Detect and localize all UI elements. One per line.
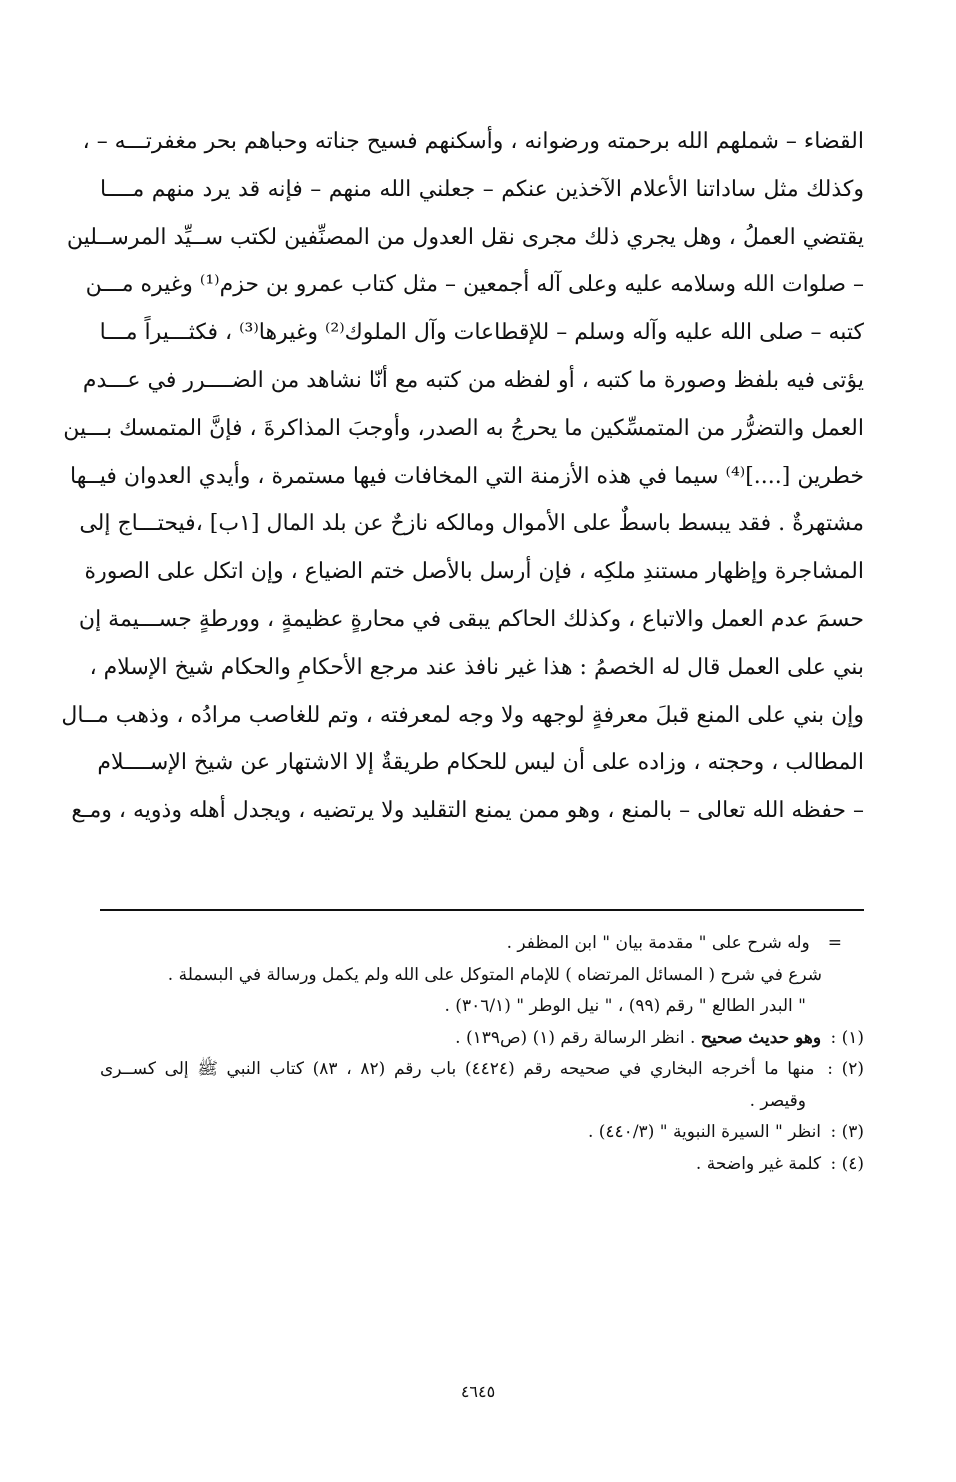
- main-text-line: مشتهرةٌ . فقد يبسط باسطٌ على الأموال ومالكه نازحٌ عن بلد المال [١ب] ،فيحتـــاج إلى: [79, 511, 864, 537]
- footnote-continuation-line: [100, 928, 864, 960]
- footnote-continuation-marker: =: [827, 933, 842, 953]
- footnote-number: (٢) :: [827, 1059, 865, 1079]
- footnote-2: [100, 1054, 864, 1086]
- main-text-line: القضاء – شملهم الله برحمته ورضوانه ، وأسكنهم فسيح جناته وحباهم بحر مغفرتـــه – ،: [82, 129, 864, 154]
- main-text-line: المشاجرة وإظهار مستندِ ملكِه ، فإن أرسل بالأصل ختم الضياع ، وإن اتكل على الصورة: [84, 559, 864, 585]
- main-text: [61, 118, 864, 835]
- main-text-line: حسمَ عدم العمل والاتباع ، وكذلك الحاكم يبقى في محارةٍ عظيمةٍ ، وورطةٍ جســـيمة إن: [78, 606, 864, 632]
- main-text-line: وكذلك مثل ساداتنا الأعلام الآخذين عنكم – جعلني الله منهم – فإنه قد يرد منهم مــــا: [100, 176, 864, 202]
- footnote-number: (٤) :: [830, 1153, 864, 1174]
- main-text-line: – حفظه الله تعالى – بالمنع ، وهو ممن يمنع التقليد ولا يرتضيه ، ويجدل أهله وذويه ، ومـع: [71, 798, 864, 824]
- footnote-continuation-line: شرع في شرح ( المسائل المرتضاه ) للإمام المتوكل على الله ولم يكمل ورسالة في البسملة .: [167, 964, 822, 985]
- main-text-line: وإن بني على المنع قبلَ معرفةٍ لوجهه ولا وجه لمعرفته ، وتم للغاصب مرادُه ، وذهب مــال: [61, 702, 864, 728]
- footnotes: [100, 928, 864, 1180]
- footnote-2-continuation: وقيصر .: [749, 1090, 806, 1111]
- page-body: [61, 118, 864, 835]
- main-text-line: يقتضي العملُ ، وهل يجري ذلك مجرى نقل العدول من المصنِّفين لكتب ســيِّد المرســلين: [66, 224, 864, 250]
- main-text-line: خطرين [....]⁽⁴⁾ سيما في هذه الأزمنة التي المخافات فيها مستمرة ، وأيدي العدوان فيــها: [70, 463, 864, 489]
- footnote-4: [100, 1149, 864, 1181]
- footnote-bold-text: وهو حديث صحيح: [700, 1027, 822, 1048]
- footnote-1: [100, 1023, 864, 1055]
- footnote-text: كلمة غير واضحة .: [695, 1153, 822, 1174]
- page-number: ٤٦٤٥: [460, 1382, 496, 1401]
- footnote-3: [100, 1117, 864, 1149]
- footnote-number: (١) :: [830, 1027, 864, 1048]
- main-text-line: بني على العمل قال له الخصمُ : هذا غير نافذ عند مرجع الأحكامِ والحكام شيخ الإسلام ،: [89, 654, 864, 680]
- footnote-text: منها ما أخرجه البخاري في صحيحه رقم (٤٤٢٤) باب رقم (٨٢ ، ٨٣) كتاب النبي ﷺ إلى كســرى: [100, 1059, 815, 1079]
- main-text-line: العمل والتضرُّر من المتمسِّكين ما يحرجُ به الصدر، وأوجبَ المذاكرةَ ، فإنَّ المتمسك بـــين: [63, 415, 864, 441]
- main-text-line: كتبه – صلى الله عليه وآله وسلم – للإقطاعات وآل الملوك⁽²⁾ وغيرها⁽³⁾ ، فكثـــيراً مـــا: [99, 320, 864, 346]
- main-text-line: المطالب ، وحجته ، وزاده على أن ليس للحكام طريقةٌ إلا الاشتهار عن شيخ الإســــلام: [97, 750, 864, 776]
- footnote-continuation-line: " البدر الطالع " رقم (٩٩) ، " نيل الوطر " (٣٠٦/١) .: [444, 996, 806, 1016]
- main-text-line: يؤتى فيه بلفظ وصورة ما كتبه ، أو لفظه من كتبه مع أنّا نشاهد من الضــــرر في عـــدم: [82, 367, 864, 393]
- footnote-divider: [100, 909, 864, 911]
- footnote-text: وله شرح على " مقدمة بيان " ابن المظفر .: [506, 933, 810, 953]
- footnote-number: (٣) :: [830, 1122, 864, 1142]
- footnote-text: . انظر الرسالة رقم (١) (ص١٣٩) .: [455, 1027, 696, 1048]
- footnote-text: انظر " السيرة النبوية " (٤٤٠/٣) .: [587, 1122, 822, 1142]
- main-text-line: – صلوات الله وسلامه عليه وعلى آله أجمعين – مثل كتاب عمرو بن حزم⁽¹⁾ وغيره مـــن: [85, 272, 864, 298]
